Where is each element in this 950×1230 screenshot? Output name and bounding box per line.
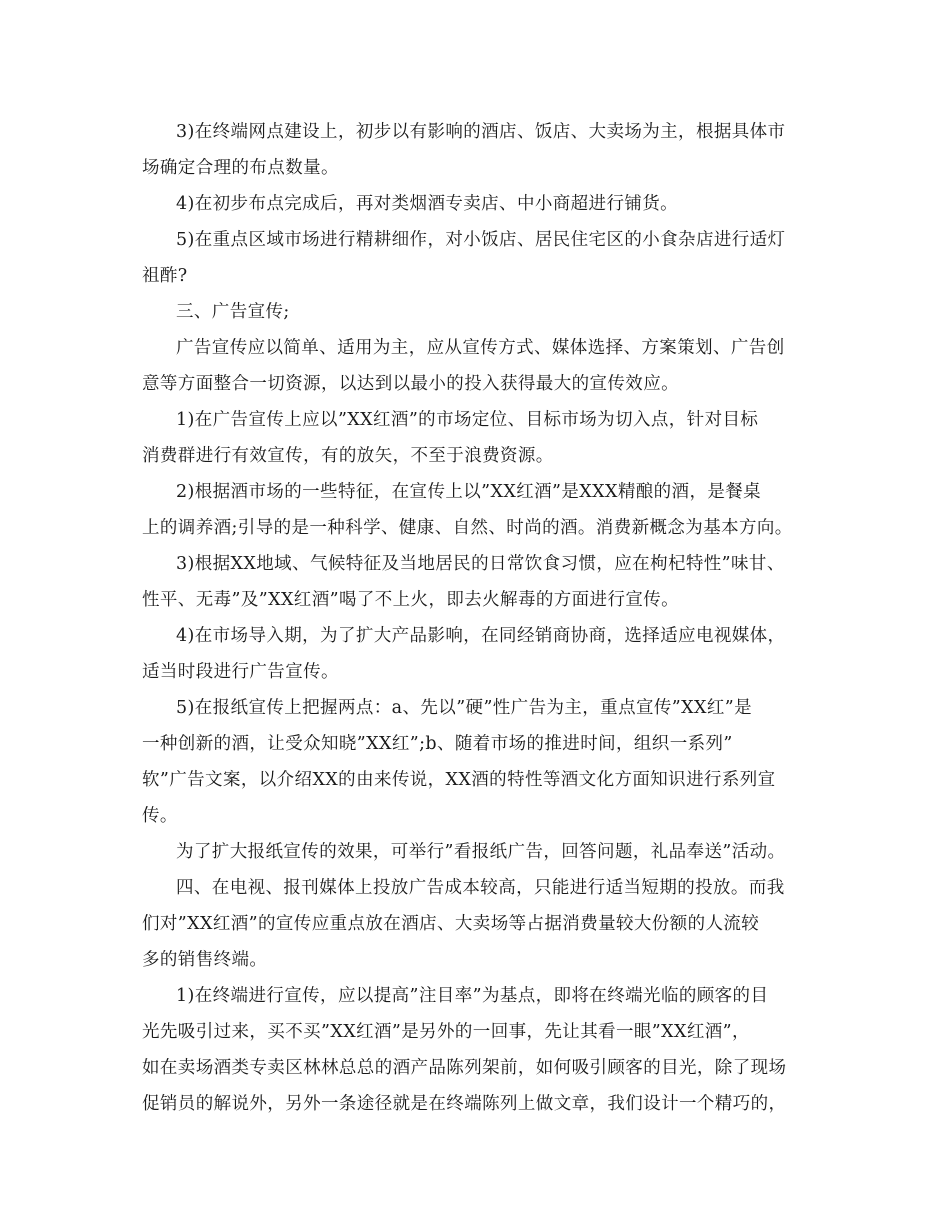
text-line: 4)在市场导入期，为了扩大产品影响，在同经销商协商，选择适应电视媒体， <box>176 626 786 646</box>
text-line: 适当时段进行广告宣传。 <box>142 662 339 682</box>
text-line: 3)根据XX地域、气候特征及当地居民的日常饮食习惯，应在枸杞特性”味甘、 <box>176 554 785 574</box>
text-line: 三、广告宣传; <box>176 302 290 322</box>
text-line: 4)在初步布点完成后，再对类烟酒专卖店、中小商超进行铺货。 <box>176 194 679 214</box>
text-line: 性平、无毒”及”XX红酒”喝了不上火，即去火解毒的方面进行宣传。 <box>142 590 680 610</box>
text-line: 意等方面整合一切资源，以达到以最小的投入获得最大的宣传效应。 <box>142 374 679 394</box>
text-line: 5)在报纸宣传上把握两点：a、先以”硬”性广告为主，重点宣传”XX红”是 <box>176 698 752 718</box>
text-line: 1)在终端进行宣传，应以提高”注目率”为基点，即将在终端光临的顾客的目 <box>176 986 769 1006</box>
text-line: 四、在电视、报刊媒体上投放广告成本较高，只能进行适当短期的投放。而我 <box>176 878 785 898</box>
text-line: 如在卖场酒类专卖区林林总总的酒产品陈列架前，如何吸引顾客的目光，除了现场 <box>142 1058 787 1078</box>
text-line: 1)在广告宣传上应以”XX红酒”的市场定位、目标市场为切入点，针对目标 <box>176 410 759 430</box>
text-line: 为了扩大报纸宣传的效果，可举行”看报纸广告，回答问题，礼品奉送”活动。 <box>176 842 786 862</box>
text-line: 祖酢? <box>142 266 188 286</box>
text-line: 一种创新的酒，让受众知晓”XX红”;b、随着市场的推进时间，组织一系列” <box>142 734 733 754</box>
text-line: 软”广告文案，以介绍XX的由来传说，XX酒的特性等酒文化方面知识进行系列宣 <box>142 770 776 790</box>
text-line: 2)根据酒市场的一些特征，在宣传上以”XX红酒”是XXX精酿的酒，是餐桌 <box>176 482 762 502</box>
text-line: 上的调养酒;引导的是一种科学、健康、自然、时尚的酒。消费新概念为基本方向。 <box>142 518 793 538</box>
text-line: 消费群进行有效宣传，有的放矢，不至于浪费资源。 <box>142 446 554 466</box>
text-line: 传。 <box>142 806 178 826</box>
text-line: 们对”XX红酒”的宣传应重点放在酒店、大卖场等占据消费量较大份额的人流较 <box>142 914 760 934</box>
text-line: 3)在终端网点建设上，初步以有影响的酒店、饭店、大卖场为主，根据具体市 <box>176 122 786 142</box>
text-line: 多的销售终端。 <box>142 950 268 970</box>
text-line: 光先吸引过来，买不买”XX红酒”是另外的一回事，先让其看一眼”XX红酒”， <box>142 1022 750 1042</box>
document-body <box>142 114 832 1122</box>
text-line: 场确定合理的布点数量。 <box>142 158 339 178</box>
text-line: 促销员的解说外，另外一条途径就是在终端陈列上做文章，我们设计一个精巧的， <box>142 1094 787 1114</box>
text-line: 5)在重点区域市场进行精耕细作，对小饭店、居民住宅区的小食杂店进行适灯 <box>176 230 786 250</box>
text-line: 广告宣传应以简单、适用为主，应从宣传方式、媒体选择、方案策划、广告创 <box>176 338 785 358</box>
